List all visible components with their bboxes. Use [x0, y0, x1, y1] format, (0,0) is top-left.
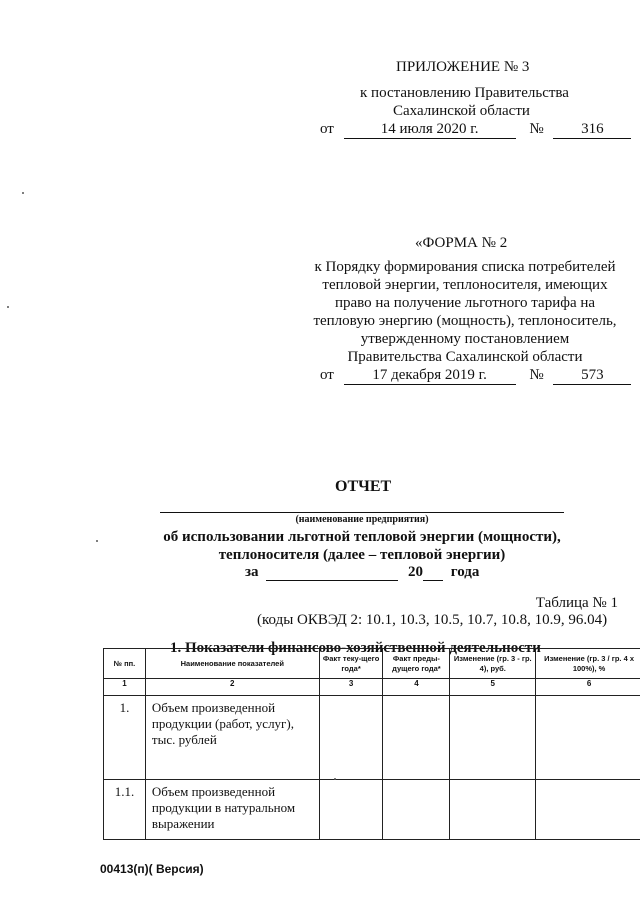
form-text — [300, 258, 630, 366]
form-line-4: тепловую энергию (мощность), теплоноситель, — [313, 313, 617, 329]
table-header-row — [104, 649, 640, 679]
report-title: ОТЧЕТ — [335, 478, 392, 495]
scan-speck — [22, 192, 24, 194]
header-num: № пп. — [104, 649, 146, 679]
header-previous: Факт преды-дущего года* — [383, 649, 450, 679]
report-subtitle-1: об использовании льготной тепловой энергии (мощности), — [163, 529, 561, 545]
header-name: Наименование показателей — [145, 649, 319, 679]
appendix-number-label: № — [529, 121, 544, 137]
period-year: 20 — [408, 564, 424, 580]
colnum-6: 6 — [536, 679, 640, 696]
row-name: Объем произведенной продукции (работ, услуг), тыс. рублей — [145, 696, 319, 780]
form-line-6: Правительства Сахалинской области — [347, 349, 583, 365]
row-name: Объем произведенной продукции в натуральном выражении — [145, 780, 319, 840]
period-suffix: года — [450, 564, 480, 580]
appendix-number: 316 — [553, 120, 631, 139]
period-year-blank — [423, 566, 443, 581]
header-change-rub: Изменение (гр. 3 - гр. 4), руб. — [450, 649, 536, 679]
appendix-from-label: от — [320, 121, 334, 137]
row-change-pct — [536, 696, 640, 780]
report-period-line — [245, 564, 479, 581]
header-change-pct: Изменение (гр. 3 / гр. 4 х 100%), % — [536, 649, 640, 679]
indicators-table — [103, 648, 640, 840]
row-current — [319, 780, 383, 840]
table-colnum-row — [104, 679, 640, 696]
enterprise-name-line — [160, 512, 564, 513]
colnum-5: 5 — [450, 679, 536, 696]
table-row — [104, 780, 640, 840]
row-num: 1.1. — [104, 780, 146, 840]
enterprise-caption: (наименование предприятия) — [295, 514, 429, 525]
form-line-5: утвержденному постановлением — [360, 331, 570, 347]
scan-speck — [334, 778, 336, 780]
header-current: Факт теку-щего года* — [319, 649, 383, 679]
scan-speck — [7, 306, 9, 308]
form-date: 17 декабря 2019 г. — [344, 366, 516, 385]
scan-speck — [96, 540, 98, 542]
form-title: «ФОРМА № 2 — [415, 235, 508, 251]
appendix-line-1: к постановлению Правительства — [360, 85, 569, 101]
section-title: 1. Показатели финансово-хозяйственной деятельности — [170, 640, 541, 656]
colnum-3: 3 — [319, 679, 383, 696]
table-caption-label: Таблица № 1 — [535, 595, 618, 611]
table-caption-codes: (коды ОКВЭД 2: 10.1, 10.3, 10.5, 10.7, 10.8, 10.9, 96.04) — [257, 612, 608, 628]
table-row — [104, 696, 640, 780]
report-subtitle-2: теплоносителя (далее – тепловой энергии) — [218, 547, 506, 563]
form-from-label: от — [320, 367, 334, 383]
form-number-label: № — [529, 367, 544, 383]
row-num: 1. — [104, 696, 146, 780]
colnum-4: 4 — [383, 679, 450, 696]
row-change-pct — [536, 780, 640, 840]
appendix-line-2: Сахалинской области — [393, 103, 530, 119]
form-number: 573 — [553, 366, 631, 385]
appendix-title: ПРИЛОЖЕНИЕ № 3 — [396, 59, 530, 75]
colnum-2: 2 — [145, 679, 319, 696]
row-change-rub — [450, 696, 536, 780]
row-previous — [383, 780, 450, 840]
form-line-2: тепловой энергии, теплоносителя, имеющих — [322, 277, 608, 293]
colnum-1: 1 — [104, 679, 146, 696]
form-line-3: право на получение льготного тарифа на — [334, 295, 596, 311]
row-current — [319, 696, 383, 780]
period-blank — [266, 566, 398, 581]
form-line-1: к Порядку формирования списка потребителей — [314, 259, 616, 275]
appendix-date: 14 июля 2020 г. — [344, 120, 516, 139]
form-date-line — [320, 366, 631, 385]
appendix-date-line — [320, 120, 631, 139]
footer-code: 00413(п)( Версия) — [100, 862, 204, 876]
row-previous — [383, 696, 450, 780]
row-change-rub — [450, 780, 536, 840]
period-prefix: за — [245, 564, 259, 580]
